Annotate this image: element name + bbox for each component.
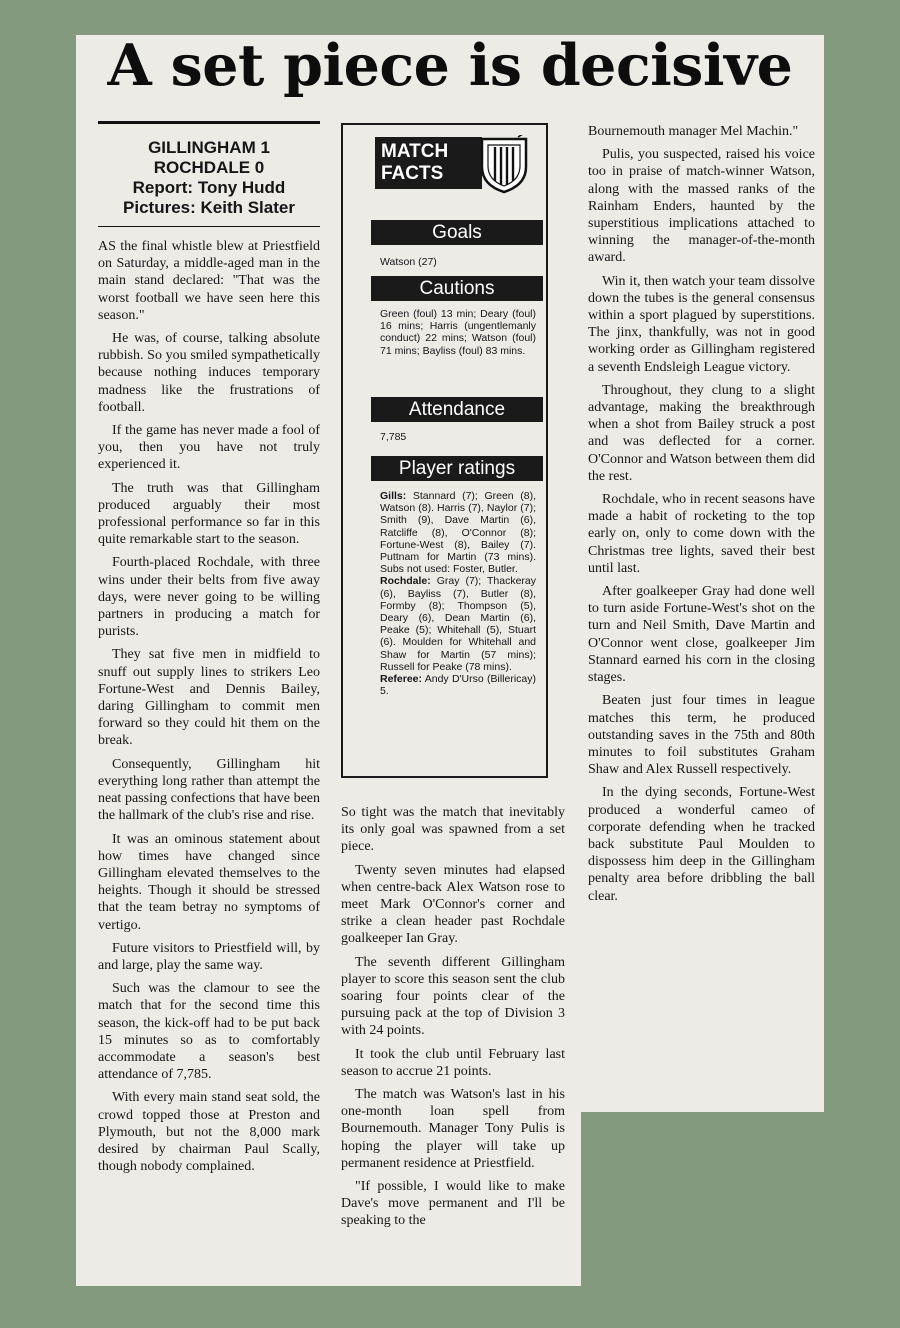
paragraph: Throughout, they clung to a slight advantage, making the breakthrough when a shot from Bailey struck a post and was deflected for a corner. O'Connor and Watson between them did the rest. <box>588 382 815 484</box>
article-column-1 <box>98 238 320 1181</box>
paragraph: Beaten just four times in league matches this term, he produced outstanding saves in the 75th and 80th minutes to foil substitutes Graham Shaw and Alex Russell respectively. <box>588 693 815 778</box>
paragraph: If the game has never made a fool of you, then you have not truly experienced it. <box>98 423 320 473</box>
ratings-heading: Player ratings <box>371 456 543 481</box>
paragraph: It took the club until February last season to accrue 21 points. <box>341 1046 565 1079</box>
paragraph: In the dying seconds, Fortune-West produced a wonderful cameo of corporate defending when he tracked back substitute Paul Moulden to dispossess him deep in the Gillingham penalty area before dribbling the ball clear. <box>588 785 815 904</box>
paragraph: Rochdale, who in recent seasons have made a habit of rocketing to the top early on, only to come down with the Christmas tree lights, saved their best until last. <box>588 492 815 576</box>
paragraph: Such was the clamour to see the match that for the second time this season, the kick-off had to be put back 15 minutes so as to comfortably accommodate a season's best attendance of 7,785. <box>98 981 320 1083</box>
pictures-credit: Pictures: Keith Slater <box>123 198 295 217</box>
paragraph: Fourth-placed Rochdale, with three wins under their belts from five away days, were never going to be willing partners in producing a match for purists. <box>98 555 320 640</box>
article-column-2 <box>341 804 565 1236</box>
match-byline <box>98 121 320 227</box>
paragraph: AS the final whistle blew at Priestfield on Saturday, a middle-aged man in the main stand declared: "That was the worst football we have seen here this season." <box>98 239 320 323</box>
paragraph: They sat five men in midfield to snuff out supply lines to strikers Leo Fortune-West and Dennis Bailey, daring Gillingham to commit men forward so they could hit them on the break. <box>98 647 320 749</box>
paragraph: With every main stand seat sold, the crowd topped those at Preston and Plymouth, but not the 8,000 mark desired by chairman Paul Scally, though nobody complained. <box>98 1090 320 1175</box>
paragraph: So tight was the match that inevitably its only goal was spawned from a set piece. <box>341 805 565 855</box>
result-home: GILLINGHAM 1 <box>148 138 270 157</box>
cautions-text: Green (foul) 13 min; Deary (foul) 16 mins; Harris (ungentlemanly conduct) 22 mins; Watson (foul) 71 mins; Bayliss (foul) 83 mins. <box>380 308 536 357</box>
paragraph: Twenty seven minutes had elapsed when centre-back Alex Watson rose to meet Mark O'Connor's corner and strike a clean header past Rochdale goalkeeper Ian Gray. <box>341 862 565 947</box>
paragraph: It was an ominous statement about how times have changed since Gillingham elevated themselves to the heights. Though it should be stressed that the team betray no symptoms of vertigo. <box>98 831 320 933</box>
referee-text: Andy D'Urso (Billericay) 5. <box>380 673 536 698</box>
goals-heading: Goals <box>371 220 543 245</box>
rochdale-label: Rochdale: <box>380 575 431 588</box>
paragraph: He was, of course, talking absolute rubbish. So you smiled sympathetically because nothing induces temporary madness like the frustrations of football. <box>98 331 320 415</box>
paragraph: Bournemouth manager Mel Machin." <box>588 124 799 139</box>
referee-label: Referee: <box>380 673 423 686</box>
paragraph: "If possible, I would like to make Dave's move permanent and I'll be speaking to the <box>341 1179 565 1229</box>
headline: A set piece is decisive <box>107 32 793 99</box>
paragraph: Future visitors to Priestfield will, by and large, play the same way. <box>98 940 320 973</box>
article-column-3 <box>588 123 815 911</box>
attendance-text: 7,785 <box>380 431 407 443</box>
rochdale-ratings: Gray (7); Thackeray (6), Bayliss (7), Butler (8), Formby (8); Thompson (5), Deary (6), Dean Martin (6), Peake (5); Whitehall (5), Stuart (6). Moulden for Whitehall and Shaw for Martin (57 mins); Russell for Peake (78 mins). <box>380 575 536 673</box>
ratings-text <box>380 490 536 697</box>
match-facts-title: MATCH FACTS <box>375 137 482 189</box>
report-credit: Report: Tony Hudd <box>132 178 286 197</box>
paragraph: Consequently, Gillingham hit everything long rather than attempt the neat passing confections that have been the hallmark of the club's rise and rise. <box>98 756 320 824</box>
paragraph: The match was Watson's last in his one-month loan spell from Bournemouth. Manager Tony Pulis is hoping the player will take up permanent residence at Priestfield. <box>341 1087 565 1171</box>
result-away: ROCHDALE 0 <box>153 158 265 177</box>
paragraph: After goalkeeper Gray had done well to turn aside Fortune-West's shot on the turn and Neil Smith, Dave Martin and O'Connor went close, goalkeeper Jim Stannard earned his corn in the closing stages. <box>588 584 815 686</box>
attendance-heading: Attendance <box>371 397 543 422</box>
paragraph: The truth was that Gillingham produced arguably their most professional performance so far in this quite remarkable start to the season. <box>98 480 320 548</box>
gills-label: Gills: <box>380 490 407 502</box>
goals-text: Watson (27) <box>380 256 437 268</box>
gills-ratings: Stannard (7); Green (8), Watson (8). Harris (7), Naylor (7); Smith (9), Dave Martin (6), Ratcliffe (8), O'Connor (8); Fortune-West (8), Bailey (7). Puttnam for Martin (73 mins). Subs not used: Foster, Butler. <box>380 490 536 576</box>
club-crest-icon <box>478 135 530 195</box>
cautions-heading: Cautions <box>371 276 543 301</box>
match-facts-box <box>341 123 548 778</box>
paragraph: Pulis, you suspected, raised his voice too in praise of match-winner Watson, along with the massed ranks of the Rainham Enders, haunted by the superstitious implications attached to winning the manager-of-the-month award. <box>588 147 815 266</box>
paragraph: Win it, then watch your team dissolve down the tubes is the general consensus within a sport plagued by superstitions. The jinx, thankfully, was not in good working order as Gillingham registered a seventh Endsleigh League victory. <box>588 273 815 375</box>
paragraph: The seventh different Gillingham player to score this season sent the club soaring four points clear of the pursuing pack at the top of Division 3 with 24 points. <box>341 954 565 1039</box>
